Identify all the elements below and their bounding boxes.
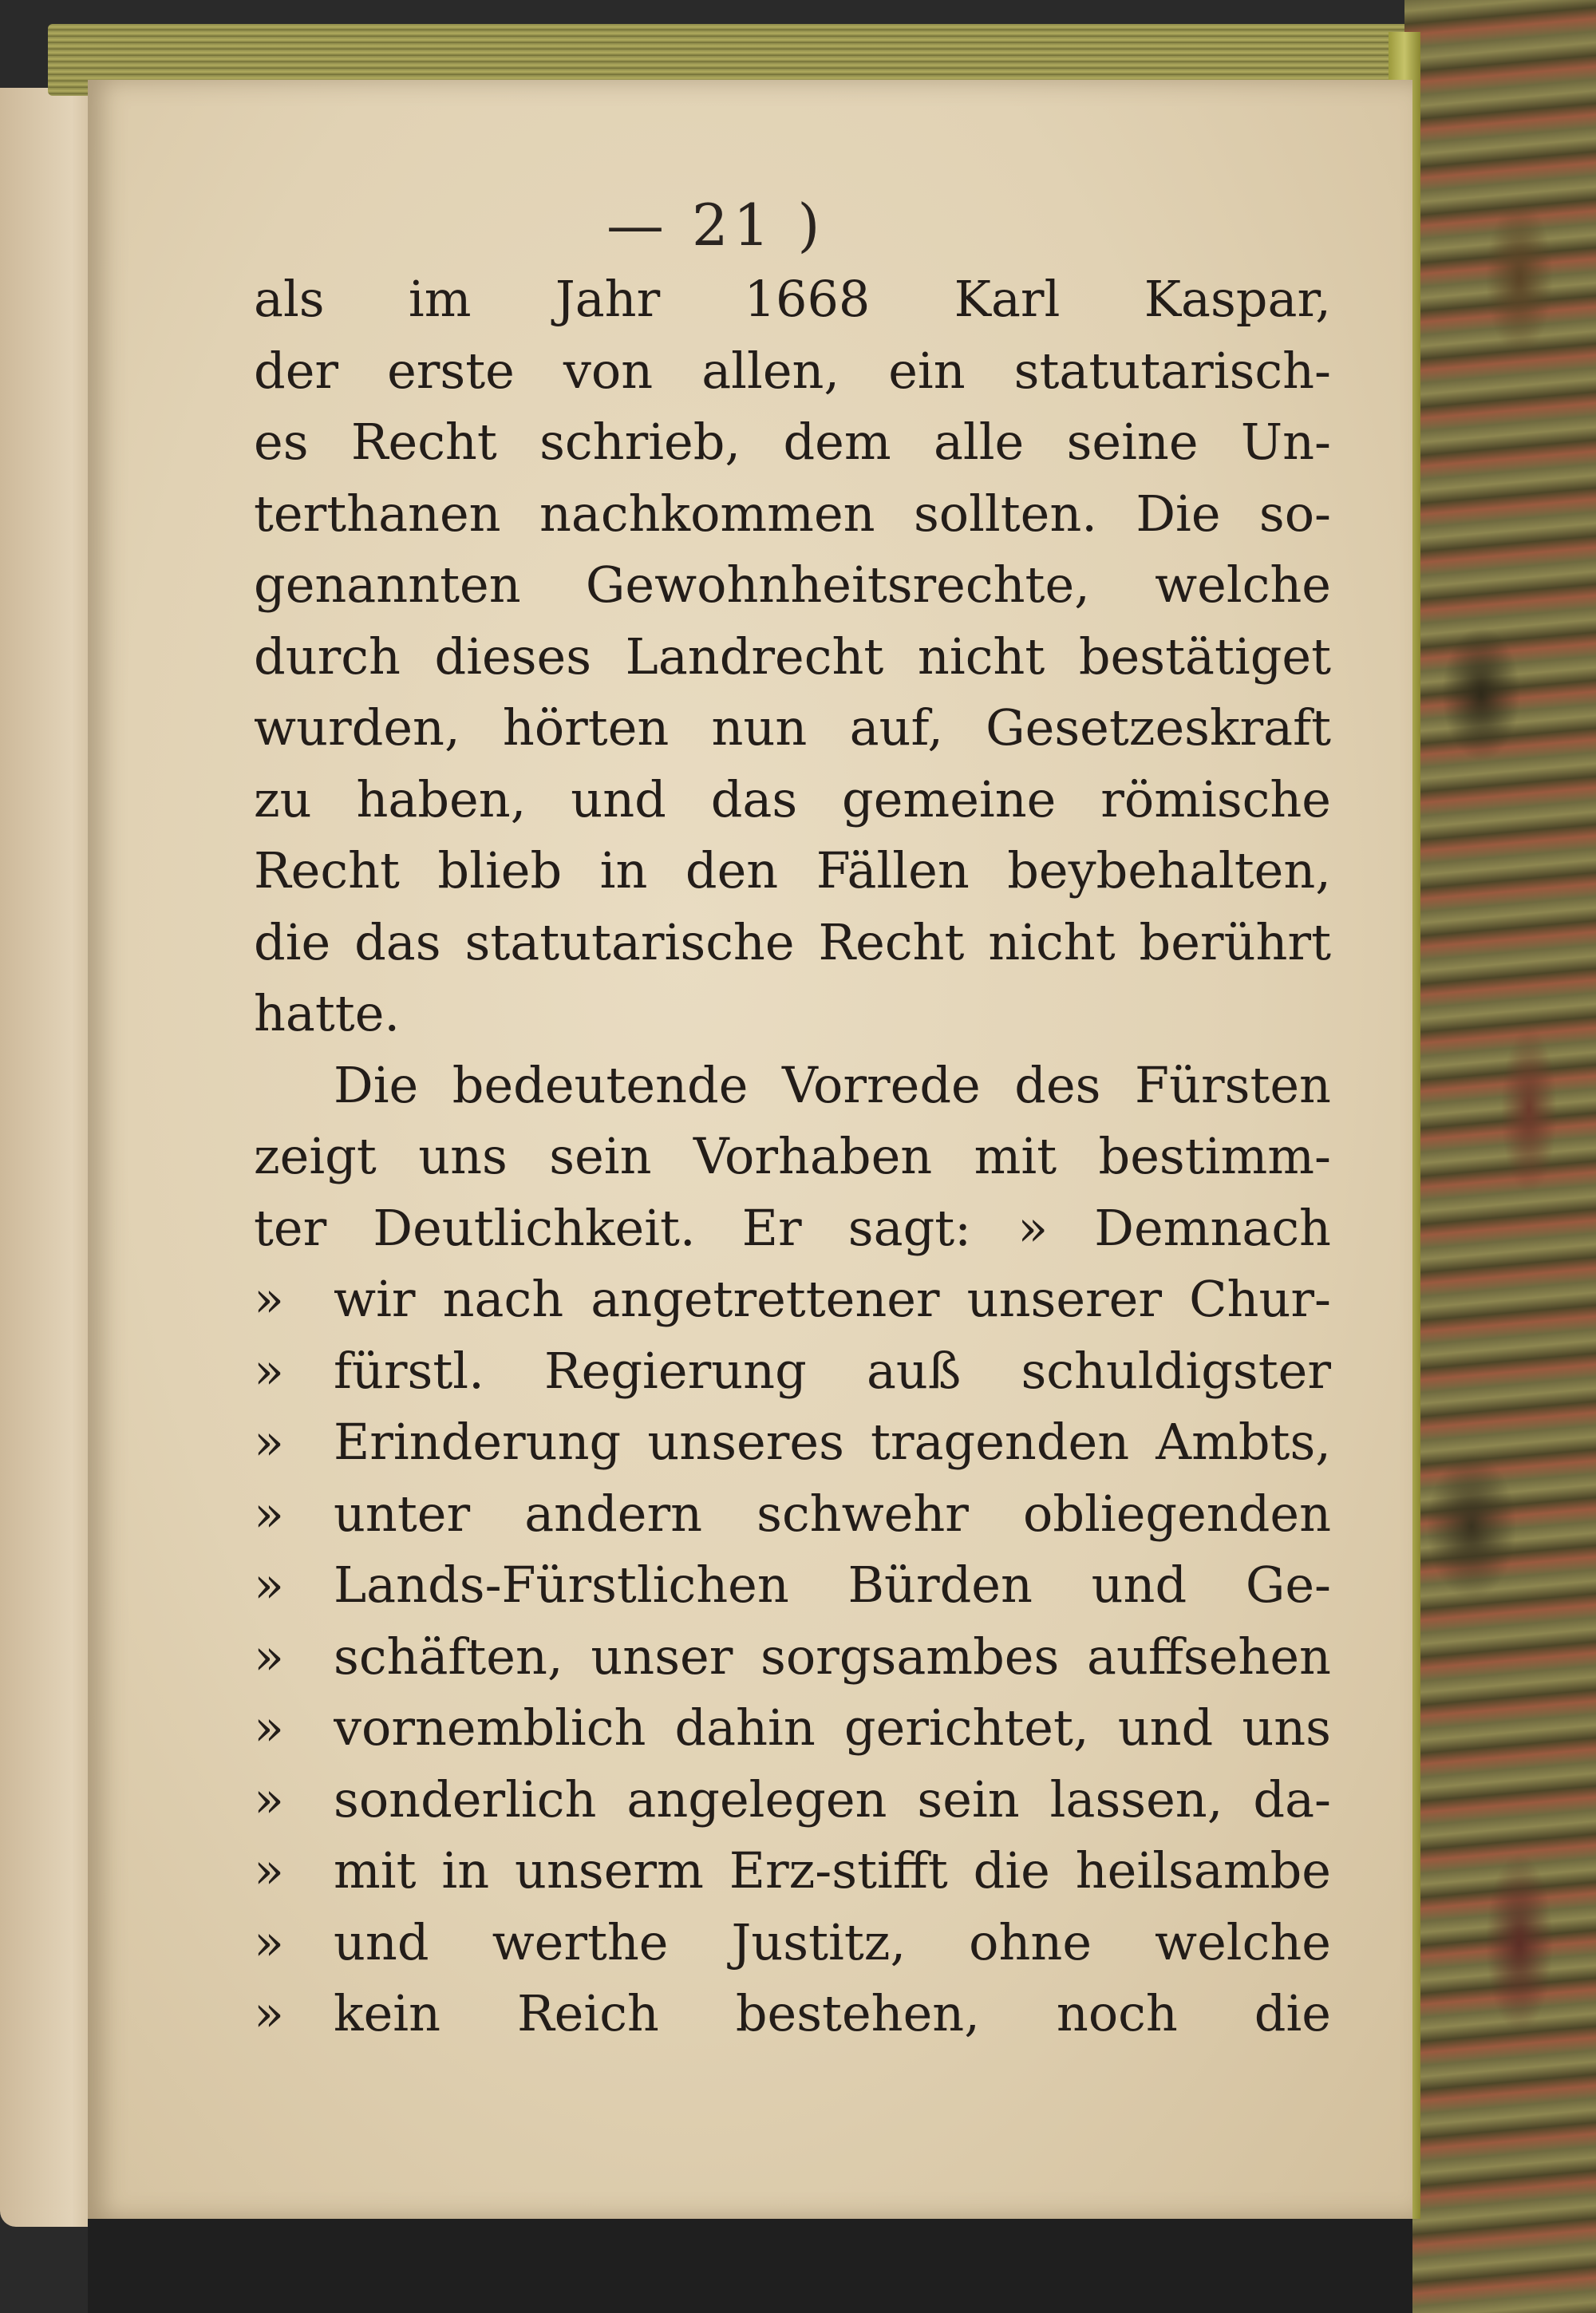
quoted-line (254, 1907, 1331, 1979)
text-line: genannten Gewohnheitsrechte, welche (254, 556, 1331, 614)
marbled-cover (1404, 0, 1596, 2313)
quote-mark: » (254, 1841, 284, 1900)
body-text (254, 263, 1331, 2050)
quote-mark: » (254, 1984, 284, 2042)
text-line: als im Jahr 1668 Karl Kaspar, (254, 270, 1331, 328)
text-line: terthanen nachkommen sollten. Die so- (254, 484, 1331, 543)
quoted-text: kein Reich bestehen, noch die (334, 1984, 1331, 2042)
text-line: durch dieses Landrecht nicht bestätiget (254, 627, 1331, 686)
text-line: Recht blieb in den Fällen beybehalten, (254, 841, 1331, 900)
quoted-line (254, 1978, 1331, 2050)
text-line: zu haben, und das gemeine römische (254, 769, 1331, 828)
paragraph-first-line: Die bedeutende Vorrede des Fürsten (334, 1055, 1331, 1114)
quoted-text: unter andern schwehr obliegenden (334, 1484, 1331, 1543)
quoted-text: wir nach angetrettener unserer Chur- (334, 1270, 1331, 1328)
quote-mark: » (254, 1627, 284, 1686)
quoted-line (254, 1835, 1331, 1907)
quote-mark: » (254, 1556, 284, 1614)
text-line: der erste von allen, ein statutarisch- (254, 341, 1331, 400)
text-line: es Recht schrieb, dem alle seine Un- (254, 413, 1331, 471)
quoted-text: sonderlich angelegen sein lassen, da- (334, 1769, 1331, 1829)
quote-mark: » (254, 1484, 284, 1543)
quoted-text: Lands-Fürstlichen Bürden und Ge- (334, 1556, 1331, 1614)
quoted-line (254, 1692, 1331, 1764)
quoted-text: vornemblich dahin gerichtet, und uns (334, 1698, 1331, 1757)
quoted-text: fürstl. Regierung auß schuldigster (334, 1341, 1331, 1400)
quote-mark: » (254, 1769, 284, 1829)
page-number: — 21 ) (606, 192, 825, 259)
quote-mark: » (254, 1341, 284, 1400)
text-line: hatte. (254, 984, 401, 1042)
quoted-line (254, 1621, 1331, 1693)
quoted-text: und werthe Justitz, ohne welche (334, 1912, 1331, 1971)
quote-mark: » (254, 1912, 284, 1971)
quoted-line (254, 1406, 1331, 1478)
quote-mark: » (254, 1413, 284, 1471)
quoted-line (254, 1549, 1331, 1621)
quoted-line (254, 1335, 1331, 1407)
quoted-text: mit in unserm Erz-stifft die heilsambe (334, 1841, 1331, 1900)
text-line: zeigt uns sein Vorhaben mit bestimm- (254, 1127, 1331, 1185)
quoted-line (254, 1478, 1331, 1550)
text-line: die das statutarische Recht nicht berührt (254, 912, 1331, 971)
quoted-line (254, 1263, 1331, 1335)
quoted-line (254, 1764, 1331, 1836)
text-line: wurden, hörten nun auf, Gesetzeskraft (254, 698, 1331, 757)
quoted-text: Erinderung unseres tragenden Ambts, (334, 1413, 1331, 1471)
quote-mark: » (254, 1698, 284, 1757)
quote-mark: » (254, 1270, 284, 1328)
background-shadow (88, 2219, 1412, 2313)
quoted-text: schäften, unser sorgsambes auffsehen (334, 1627, 1331, 1686)
text-line: ter Deutlichkeit. Er sagt: » Demnach (254, 1198, 1331, 1257)
